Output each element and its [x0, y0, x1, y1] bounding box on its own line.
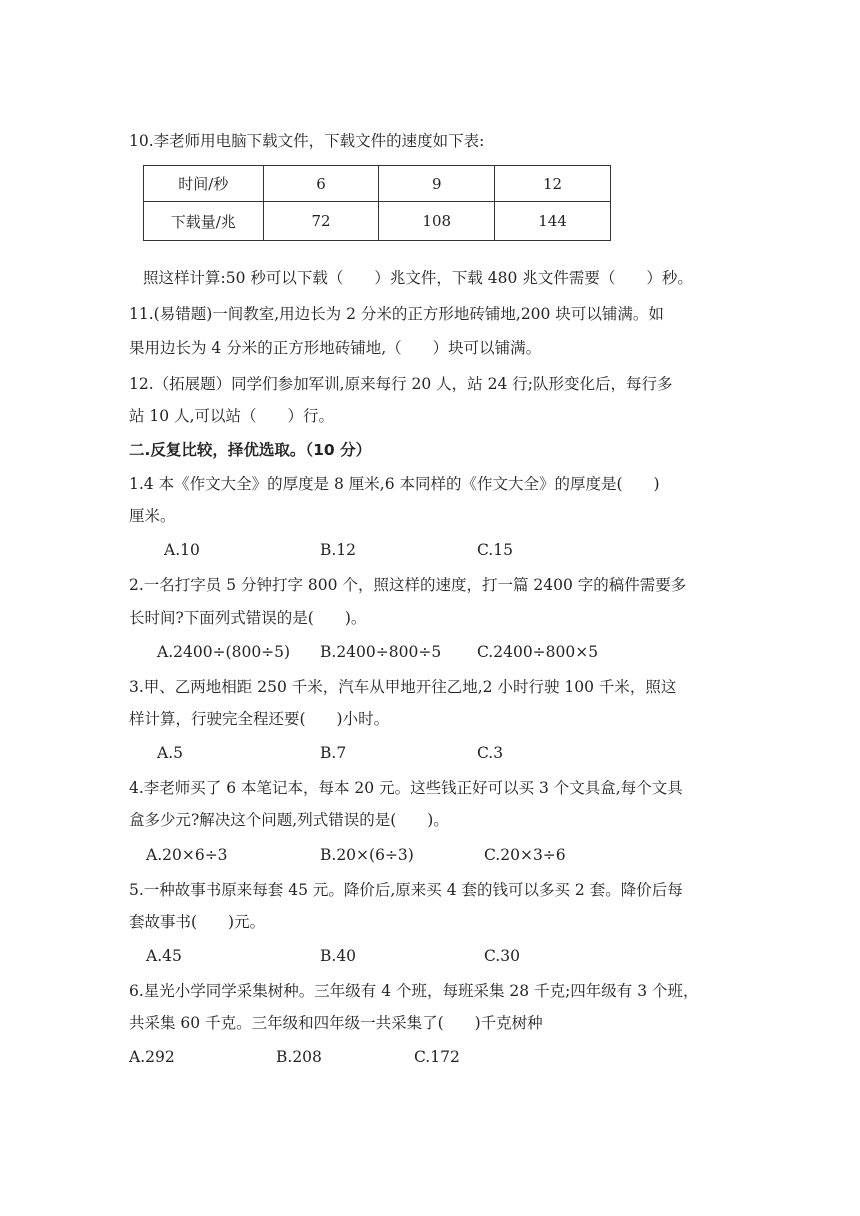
choice-question-6-line-2: 共采集 60 千克。三年级和四年级一共采集了( )千克树种 — [129, 1014, 543, 1032]
choice-question-2-line-1: 2.一名打字员 5 分钟打字 800 个，照这样的速度，打一篇 2400 字的稿件需要多 — [129, 576, 687, 594]
choice-6-option-b: B.208 — [276, 1048, 322, 1066]
question-10-title: 10.李老师用电脑下载文件，下载文件的速度如下表: — [129, 132, 485, 150]
question-10-text: 照这样计算:50 秒可以下载（ ）兆文件，下载 480 兆文件需要（ ）秒。 — [143, 269, 693, 287]
choice-4-option-b: B.20×(6÷3) — [320, 846, 414, 864]
download-speed-table — [143, 165, 611, 241]
choice-5-option-b: B.40 — [320, 947, 357, 965]
choice-question-3-line-2: 样计算，行驶完全程还要( )小时。 — [129, 710, 390, 728]
question-11-line-1: 11.(易错题)一间教室,用边长为 2 分米的正方形地砖铺地,200 块可以铺满。如 — [129, 305, 664, 323]
choice-5-option-a: A.45 — [146, 947, 182, 965]
choice-1-option-c: C.15 — [477, 541, 513, 559]
section-2-heading: 二.反复比较，择优选取。（10 分） — [129, 441, 372, 459]
choice-question-3-line-1: 3.甲、乙两地相距 250 千米，汽车从甲地开往乙地,2 小时行驶 100 千米，照这 — [129, 678, 677, 696]
choice-3-option-c: C.3 — [477, 744, 504, 762]
table-cell: 下载量/兆 — [144, 202, 264, 241]
choice-question-1-line-2: 厘米。 — [129, 507, 176, 525]
choice-1-option-a: A.10 — [164, 541, 200, 559]
table-cell: 72 — [263, 202, 379, 241]
choice-question-5-line-1: 5.一种故事书原来每套 45 元。降价后,原来买 4 套的钱可以多买 2 套。降价后每 — [129, 881, 683, 899]
table-cell: 时间/秒 — [144, 166, 264, 202]
choice-question-2-line-2: 长时间?下面列式错误的是( )。 — [129, 609, 367, 627]
question-11-line-2: 果用边长为 4 分米的正方形地砖铺地,（ ）块可以铺满。 — [129, 339, 542, 357]
choice-4-option-a: A.20×6÷3 — [146, 846, 228, 864]
choice-3-option-b: B.7 — [320, 744, 347, 762]
table-cell: 9 — [379, 166, 495, 202]
choice-question-6-line-1: 6.星光小学同学采集树种。三年级有 4 个班，每班采集 28 千克;四年级有 3 个班， — [129, 982, 699, 1000]
question-12-line-2: 站 10 人,可以站（ ）行。 — [129, 407, 335, 425]
choice-4-option-c: C.20×3÷6 — [484, 846, 566, 864]
choice-question-4-line-2: 盒多少元?解决这个问题,列式错误的是( )。 — [129, 811, 449, 829]
choice-question-1-line-1: 1.4 本《作文大全》的厚度是 8 厘米,6 本同样的《作文大全》的厚度是( ) — [129, 475, 660, 493]
choice-6-option-c: C.172 — [414, 1048, 460, 1066]
table-row — [144, 166, 611, 202]
choice-6-option-a: A.292 — [129, 1048, 175, 1066]
question-12-line-1: 12.（拓展题）同学们参加军训,原来每行 20 人，站 24 行;队形变化后，每行多 — [129, 375, 673, 393]
choice-question-5-line-2: 套故事书( )元。 — [129, 913, 266, 931]
table-cell: 108 — [379, 202, 495, 241]
table-row — [144, 202, 611, 241]
choice-2-option-b: B.2400÷800÷5 — [320, 643, 442, 661]
choice-3-option-a: A.5 — [157, 744, 183, 762]
table-cell: 6 — [263, 166, 379, 202]
choice-question-4-line-1: 4.李老师买了 6 本笔记本，每本 20 元。这些钱正好可以买 3 个文具盒,每个文具 — [129, 779, 683, 797]
choice-2-option-c: C.2400÷800×5 — [477, 643, 599, 661]
table-cell: 12 — [495, 166, 611, 202]
choice-2-option-a: A.2400÷(800÷5) — [157, 643, 291, 661]
choice-1-option-b: B.12 — [320, 541, 357, 559]
choice-5-option-c: C.30 — [484, 947, 520, 965]
table-cell: 144 — [495, 202, 611, 241]
